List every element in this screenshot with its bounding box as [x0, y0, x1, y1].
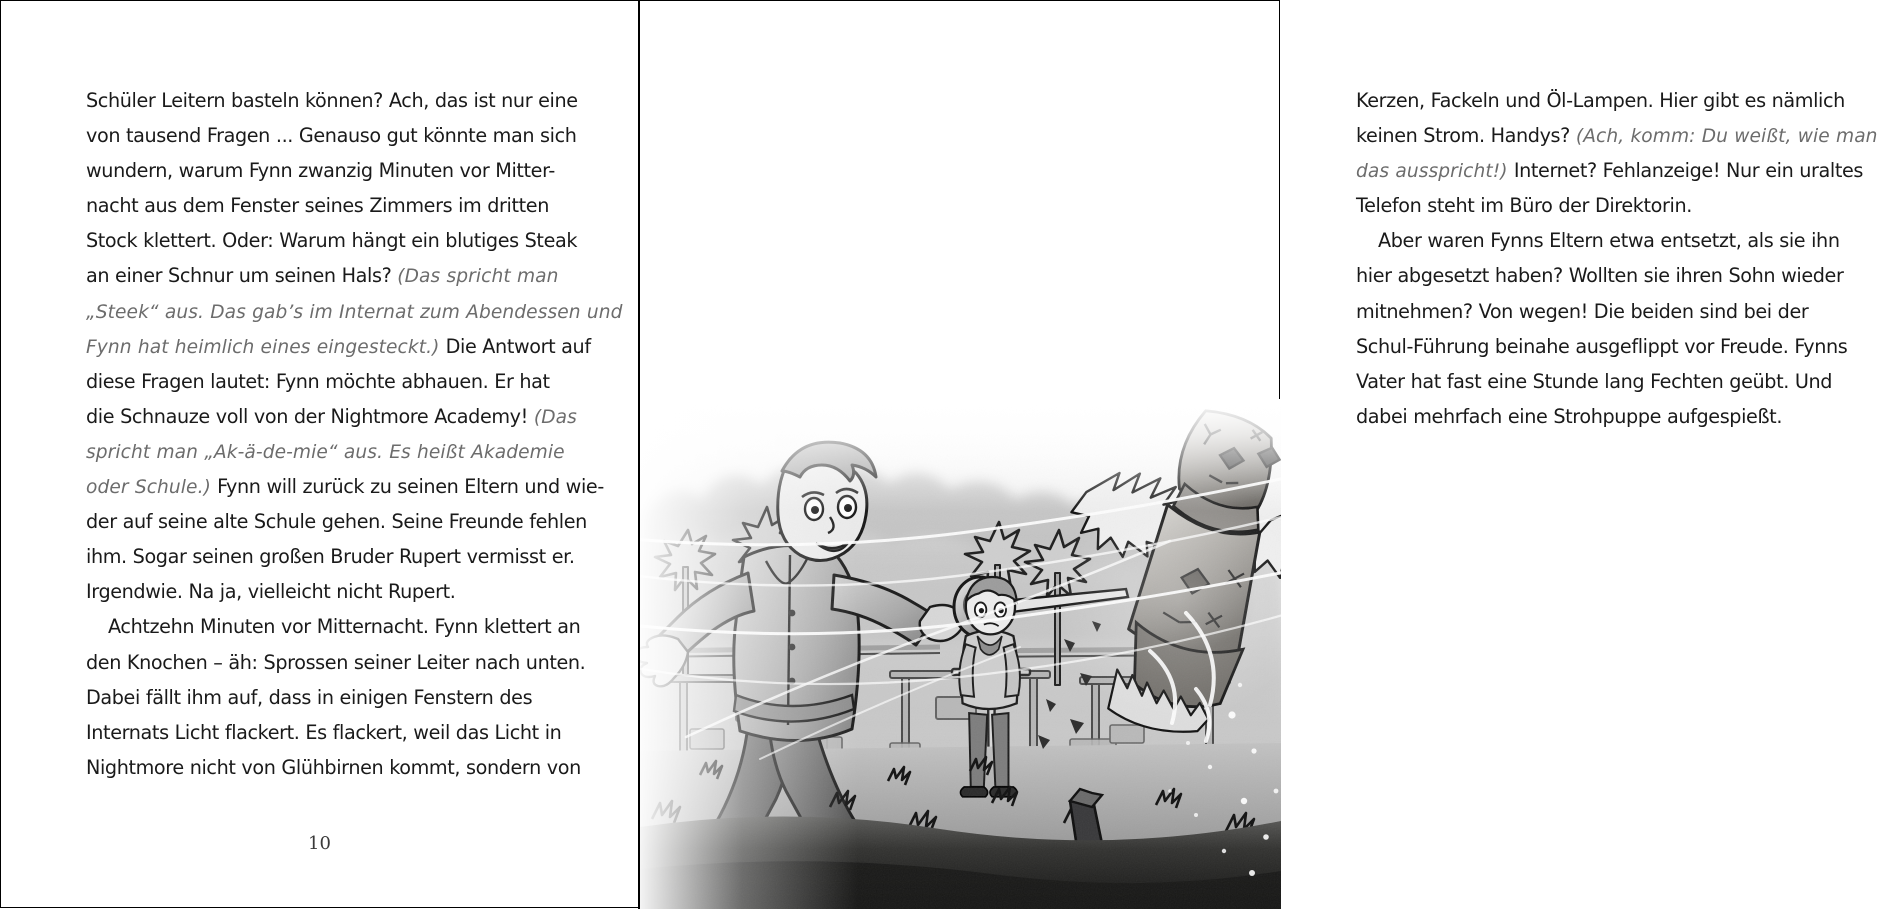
left-page-line [86, 469, 604, 504]
left-page-line [86, 715, 564, 750]
body-text: Schul-Führung beinahe ausgeflippt vor Freude. Fynns [1356, 334, 1848, 358]
page-number: 10 [308, 833, 331, 854]
aside-text: oder Schule.) [86, 477, 218, 499]
body-text: von tausend Fragen ... Genauso gut könnte man sich [86, 124, 577, 148]
page-gutter-divider [638, 1, 640, 909]
left-page-line [86, 223, 578, 258]
right-page-line [1356, 399, 1826, 434]
body-text: Kerzen, Fackeln und Öl-Lampen. Hier gibt es nämlich [1356, 89, 1845, 112]
body-text: die Schnauze voll von der Nightmore Academy! [86, 404, 534, 428]
left-page [1, 1, 638, 909]
body-text: Internet? Fehlanzeige! Nur ein uraltes [1513, 159, 1864, 183]
body-text: Vater hat fast eine Stunde lang Fechten geübt. Und [1356, 369, 1833, 393]
body-text: Fynn will zurück zu seinen Eltern und wie- [217, 475, 604, 499]
left-page-line [86, 574, 564, 609]
aside-text: (Das [533, 406, 577, 428]
left-page-line [86, 680, 564, 715]
body-text: Irgendwie. Na ja, vielleicht nicht Rupert. [86, 580, 456, 604]
body-text: Dabei fällt ihm auf, dass in einigen Fenstern des [86, 685, 533, 709]
aside-text: „Steek“ aus. Das gab’s im Internat zum Abendessen und [86, 301, 623, 323]
body-text: keinen Strom. Handys? [1356, 124, 1576, 148]
body-text: der auf seine alte Schule gehen. Seine Freunde fehlen [86, 510, 587, 534]
body-text: hier abgesetzt haben? Wollten sie ihren Sohn wieder [1356, 264, 1844, 288]
right-page-line [1356, 364, 1833, 399]
body-text: Internats Licht flackert. Es flackert, weil das Licht in [86, 720, 562, 744]
left-page-line [86, 83, 578, 118]
left-page-line [86, 364, 564, 399]
body-text: diese Fragen lautet: Fynn möchte abhauen. Er hat [86, 369, 550, 393]
body-text: nacht aus dem Fenster seines Zimmers im dritten [86, 194, 549, 218]
body-text: Die Antwort auf [445, 334, 591, 358]
right-page-line [1356, 329, 1848, 364]
aside-text: das ausspricht!) [1356, 161, 1514, 183]
right-page-body-text [1356, 83, 1878, 434]
aside-text: Fynn hat heimlich eines eingesteckt.) [86, 336, 446, 358]
aside-text: (Das spricht man [397, 266, 559, 288]
left-page-line [86, 188, 564, 223]
left-page-line [86, 118, 577, 153]
body-text: dabei mehrfach eine Strohpuppe aufgespießt. [1356, 404, 1783, 428]
aside-text: spricht man „Ak-ä-de-mie“ aus. Es heißt Akademie [86, 441, 565, 463]
aside-text: (Ach, komm: Du weißt, wie man [1575, 126, 1878, 148]
left-page-line [86, 258, 564, 293]
body-text: wundern, warum Fynn zwanzig Minuten vor Mitter- [86, 159, 555, 183]
body-text: den Knochen – äh: Sprossen seiner Leiter nach unten. [86, 650, 586, 674]
body-text: Stock klettert. Oder: Warum hängt ein blutiges Steak [86, 229, 578, 253]
left-page-line [86, 609, 581, 644]
fencing-illustration [640, 399, 1281, 909]
right-page [640, 1, 1878, 909]
body-text: mitnehmen? Von wegen! Die beiden sind bei der [1356, 299, 1809, 323]
left-page-line [86, 329, 591, 364]
left-page-line [86, 399, 577, 434]
body-text: Schüler Leitern basteln können? Ach, das ist nur eine [86, 89, 578, 112]
left-page-line [86, 539, 575, 574]
right-page-line [1356, 223, 1840, 258]
right-page-line [1356, 294, 1826, 329]
left-page-line [86, 645, 586, 680]
body-text: ihm. Sogar seinen großen Bruder Rupert vermisst er. [86, 545, 575, 569]
right-page-line [1356, 118, 1878, 153]
right-page-line [1356, 258, 1844, 293]
body-text: Nightmore nicht von Glühbirnen kommt, sondern von [86, 755, 581, 779]
left-page-body-text [86, 83, 623, 785]
right-page-line [1356, 153, 1864, 188]
left-page-line [86, 750, 581, 785]
left-page-line [86, 294, 623, 329]
body-text: Achtzehn Minuten vor Mitternacht. Fynn klettert an [108, 615, 581, 639]
body-text: Aber waren Fynns Eltern etwa entsetzt, als sie ihn [1378, 229, 1840, 253]
left-page-line [86, 434, 564, 469]
right-page-line [1356, 188, 1826, 223]
body-text: Telefon steht im Büro der Direktorin. [1356, 194, 1692, 218]
body-text: an einer Schnur um seinen Hals? [86, 264, 398, 288]
left-page-line [86, 504, 587, 539]
right-page-line [1356, 83, 1845, 118]
left-page-line [86, 153, 564, 188]
